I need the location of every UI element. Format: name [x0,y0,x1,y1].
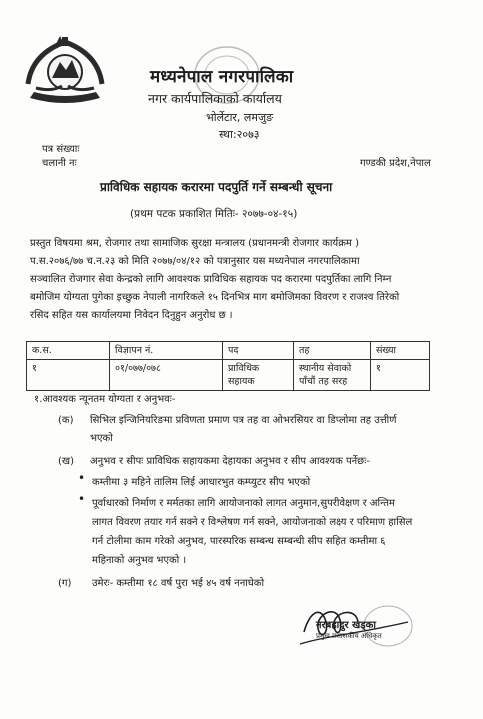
col-header-sn: क.स. [27,342,110,360]
item-label-ga: (ग) [58,578,72,589]
item-kha-line: अनुभव र सीपः प्राविधिक सहायकमा देहायका अनुभव र सीप आवश्यक पर्नेछः- [90,456,370,467]
bullet-icon: • [78,492,86,506]
bullet-text: महिनाको अनुभव भएको । [92,555,187,566]
col-header-level: तह [294,342,371,360]
bullet-icon: • [78,471,86,485]
post-line: प्राविधिक [228,363,260,374]
vacancy-table [26,341,430,391]
notice-title: प्राविधिक सहायक करारमा पदपुर्ति गर्ने सम्बन्धी सूचना [100,180,333,194]
office-name: नगर कार्यपालिकाको कार्यालय [148,91,282,106]
established-year: स्था:२०७३ [219,128,260,141]
province-label: गण्डकी प्रदेश,नेपाल [360,158,431,169]
letter-number-label: पत्र संख्याः [42,144,80,155]
level-line: स्थानीय सेवाको [299,363,352,374]
item-label-ka: (क) [58,415,74,426]
bullet-text: पूर्वाधारको निर्माण र मर्मतका लागि आयोजनाको लागत अनुमान,सुपरीवेक्षण र अन्तिम [92,498,395,509]
cell-level [294,360,371,391]
cell-adv-no: ०१/०७७/०७८ [110,360,223,391]
requirements-heading: १.आवश्यक न्यूनतम योग्यता र अनुभवः- [34,394,176,405]
body-line: प्रस्तुत विषयमा श्रम, रोजगार तथा सामाजिक सुरक्षा मन्त्रालय (प्रधानमन्त्री रोजगार कार्यक्रम ) [30,238,359,249]
col-header-count: संख्या [371,342,430,360]
signatory-name: नरबहादुर खड्का [316,620,376,631]
post-line: सहायक [228,376,255,387]
municipality-name: मध्यनेपाल नगरपालिका [150,67,294,87]
bullet-text: कम्तीमा ३ महिने तालिम लिई आधारभुत कम्प्युटर सीप भएको [92,477,311,488]
item-ka-line: भएको [90,433,113,444]
bullet-text: गर्न टोलीमा काम गरेको अनुभव, पारस्परिक सम्बन्ध सम्बन्धी सीप सहित कम्तीमा ६ [92,536,386,547]
cell-sn: १ [27,360,110,391]
body-line: सञ्चालित रोजगार सेवा केन्द्रको लागि आवश्यक प्राविधिक सहायक पद करारमा पदपुर्तिका लागि निम्न [30,274,392,285]
body-line: बमोजिम योग्यता पुगेका इच्छुक नेपाली नागरिकले १५ दिनभित्र माग बमोजिमका विवरण र राजश्व तिरेको [30,292,400,303]
signatory-designation: प्रमुख प्रशासकीय अधिकृत [316,632,382,640]
col-header-adv-no: विज्ञापन नं. [110,342,223,360]
dispatch-number-label: चलानी नः [42,158,77,169]
level-line: पाँचौं तह सरह [299,376,348,387]
body-line: रसिद सहित यस कार्यालयमा निवेदन दिनुहुन अनुरोध छ । [30,310,233,321]
nepal-emblem-icon [22,34,108,104]
notice-subtitle: (प्रथम पटक प्रकाशित मितिः- २०७७-०४-१५) [130,208,298,220]
bullet-text: लागत विवरण तयार गर्न सक्ने र विश्लेषण गर्न सक्ने, आयोजनाको लक्ष्य र परिमाण हासिल [92,517,413,528]
table-row [27,360,430,391]
item-ga-line: उमेरः- कम्तीमा १८ वर्ष पुरा भई ४५ वर्ष ननाघेको [92,578,265,589]
item-label-kha: (ख) [58,456,74,467]
office-stamp-icon [192,44,262,106]
item-ka-line: सिभिल इन्जिनियरिङमा प्रविणता प्रमाण पत्र तह वा ओभरसियर वा डिप्लोमा तह उत्तीर्ण [90,415,397,426]
col-header-post: पद [223,342,294,360]
cell-post [223,360,294,391]
body-line: प.स.२०७६/७७ च.न.२३ को मिति २०७७/०४/१२ को पत्रानुसार यस मध्यनेपाल नगरपालिकामा [30,256,360,267]
office-location: भोर्लेटार, लमजुङ [206,111,274,124]
cell-count: १ [371,360,430,391]
table-header-row [27,342,430,360]
notice-body [30,235,468,325]
